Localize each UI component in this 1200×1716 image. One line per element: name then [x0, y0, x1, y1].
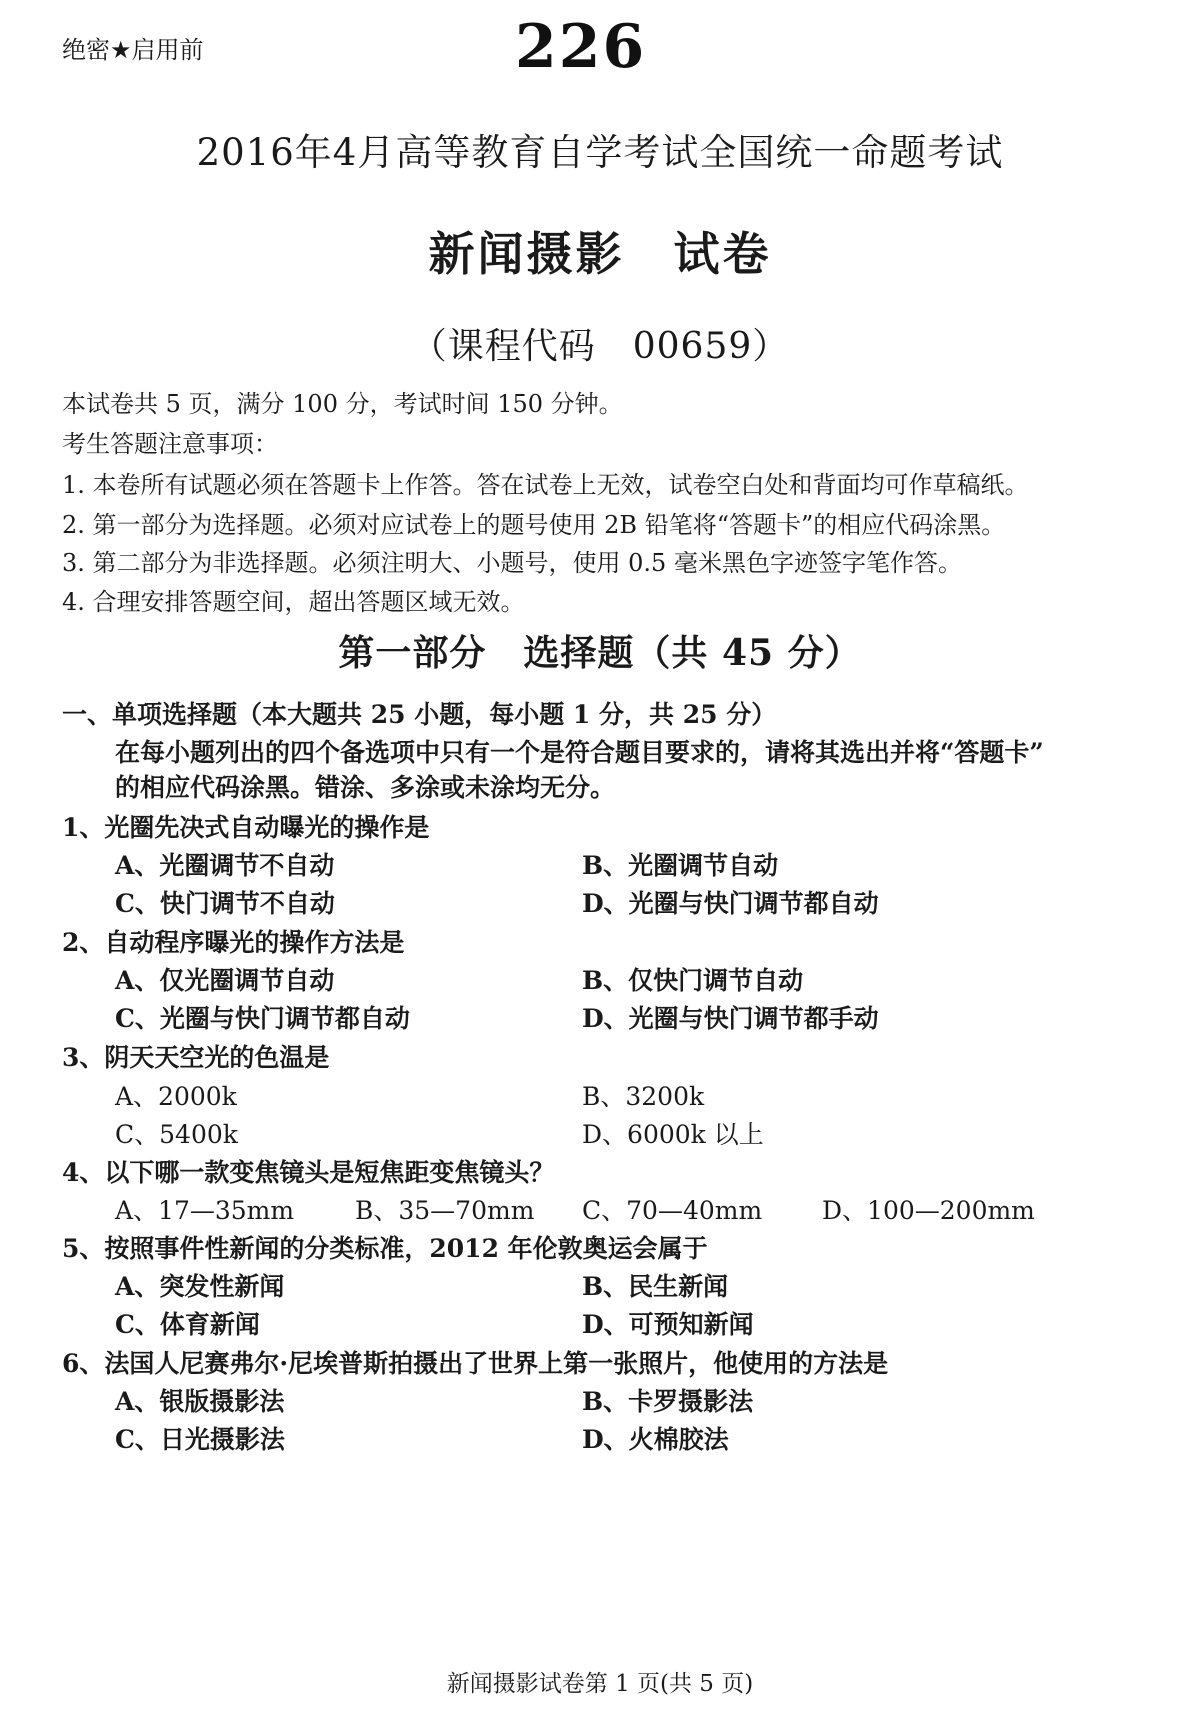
section-title: 一、单项选择题（本大题共 25 小题，每小题 1 分，共 25 分）	[62, 700, 777, 729]
exam-summary: 本试卷共 5 页，满分 100 分，考试时间 150 分钟。	[62, 390, 623, 418]
option-d: D、可预知新闻	[582, 1310, 754, 1339]
section-instruction: 在每小题列出的四个备选项中只有一个是符合题目要求的，请将其选出并将“答题卡”	[115, 738, 1044, 767]
option-a: A、突发性新闻	[115, 1272, 285, 1301]
question-stem: 2、自动程序曝光的操作方法是	[62, 928, 405, 957]
note-item: 1. 本卷所有试题必须在答题卡上作答。答在试卷上无效，试卷空白处和背面均可作草稿纸。	[62, 471, 1029, 499]
option-c: C、日光摄影法	[115, 1425, 285, 1454]
option-b: B、民生新闻	[582, 1272, 729, 1301]
question-stem: 6、法国人尼赛弗尔·尼埃普斯拍摄出了世界上第一张照片，他使用的方法是	[62, 1349, 889, 1378]
option-b: B、卡罗摄影法	[582, 1387, 754, 1416]
option-b: B、35—70mm	[355, 1196, 535, 1225]
note-item: 3. 第二部分为非选择题。必须注明大、小题号，使用 0.5 毫米黑色字迹签字笔作答。	[62, 549, 962, 577]
option-a: A、17—35mm	[115, 1196, 295, 1225]
option-a: A、银版摄影法	[115, 1387, 285, 1416]
option-a: A、光圈调节不自动	[115, 851, 335, 880]
question-stem: 3、阴天天空光的色温是	[62, 1043, 330, 1072]
option-c: C、快门调节不自动	[115, 889, 335, 918]
option-b: B、光圈调节自动	[582, 851, 779, 880]
course-code: （课程代码 00659）	[410, 326, 790, 367]
option-d: D、火棉胶法	[582, 1425, 729, 1454]
option-d: D、光圈与快门调节都自动	[582, 889, 879, 918]
note-item: 2. 第一部分为选择题。必须对应试卷上的题号使用 2B 铅笔将“答题卡”的相应代码涂黑。	[62, 511, 1006, 539]
notes-title: 考生答题注意事项：	[62, 430, 278, 458]
subject-title: 新闻摄影 试卷	[428, 227, 772, 281]
option-d: D、100—200mm	[822, 1196, 1035, 1225]
confidential-label: 绝密★启用前	[62, 36, 204, 64]
exam-code: 226	[515, 12, 647, 82]
part-title: 第一部分 选择题（共 45 分）	[338, 632, 862, 674]
exam-title: 2016年4月高等教育自学考试全国统一命题考试	[196, 131, 1004, 174]
option-b: B、仅快门调节自动	[582, 966, 804, 995]
question-stem: 4、以下哪一款变焦镜头是短焦距变焦镜头？	[62, 1158, 555, 1187]
option-a: A、2000k	[115, 1082, 237, 1111]
question-stem: 5、按照事件性新闻的分类标准，2012 年伦敦奥运会属于	[62, 1234, 708, 1263]
option-c: C、70—40mm	[582, 1196, 763, 1225]
option-c: C、体育新闻	[115, 1310, 260, 1339]
page-footer: 新闻摄影试卷第 1 页(共 5 页)	[446, 1671, 754, 1697]
question-stem: 1、光圈先决式自动曝光的操作是	[62, 813, 430, 842]
option-c: C、5400k	[115, 1120, 238, 1149]
option-c: C、光圈与快门调节都自动	[115, 1004, 410, 1033]
option-d: D、6000k 以上	[582, 1120, 764, 1149]
option-b: B、3200k	[582, 1082, 705, 1111]
option-d: D、光圈与快门调节都手动	[582, 1004, 879, 1033]
section-instruction: 的相应代码涂黑。错涂、多涂或未涂均无分。	[115, 773, 616, 802]
option-a: A、仅光圈调节自动	[115, 966, 335, 995]
note-item: 4. 合理安排答题空间，超出答题区域无效。	[62, 588, 525, 616]
